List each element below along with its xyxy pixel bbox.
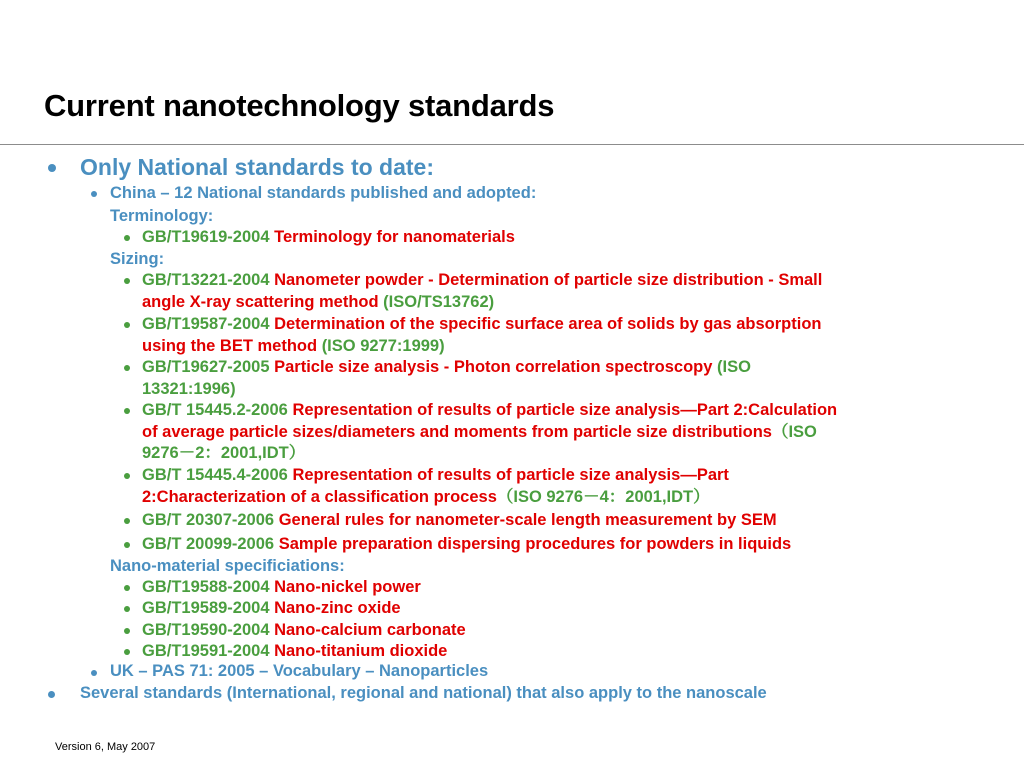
bullet-dot [124,518,130,524]
standard-item [142,357,992,400]
standard-code: GB/T19591-2004 [142,642,270,660]
standard-title: Representation of results of particle size analysis—Part 2:Calculation [292,401,838,419]
standard-title: Nano-titanium dioxide [274,642,448,660]
title-divider [0,144,1024,145]
standard-title: 2:Characterization of a classification process [142,487,497,506]
bullet-dot [124,278,130,284]
standard-item [142,641,992,663]
standard-title: Determination of the specific surface area of solids by gas absorption [274,315,822,333]
bullet-dot [124,322,130,328]
bullet-dot [124,473,130,479]
standard-title: Sample preparation dispersing procedures for powders in liquids [278,535,792,553]
standard-code: GB/T19627-2005 [142,358,270,376]
standard-title: Terminology for nanomaterials [274,228,515,246]
standard-code: GB/T 20307-2006 [142,511,275,529]
bullet-dot [124,365,130,371]
standard-code: GB/T19587-2004 [142,315,270,333]
bullet-several: Several standards (International, regional and national) that also apply to the nanoscale [80,684,767,702]
standard-item [142,270,992,313]
standard-title: angle X-ray scattering method [142,292,379,311]
bullet-china: China – 12 National standards published and adopted: [110,184,537,202]
standard-ref: (ISO [717,358,751,376]
standard-item [142,400,1002,465]
bullet-dot [124,606,130,612]
standard-item [142,510,992,532]
slide-title: Current nanotechnology standards [44,88,555,123]
standard-ref: (ISO/TS13762) [383,292,495,311]
standard-title: Nanometer powder - Determination of particle size distribution - Small [274,271,823,289]
standard-title: Nano-nickel power [274,578,421,596]
standard-title: Nano-calcium carbonate [274,621,466,639]
bullet-dot [91,670,97,676]
bullet-national: Only National standards to date: [80,154,434,180]
heading-terminology: Terminology: [110,207,214,225]
standard-code: GB/T 20099-2006 [142,535,275,553]
standard-item [142,620,992,642]
bullet-dot [124,235,130,241]
standard-item [142,227,992,249]
bullet-dot [48,691,55,698]
standard-code: GB/T19590-2004 [142,621,270,639]
heading-nano: Nano-material specificiations: [110,557,345,575]
standard-code: GB/T19589-2004 [142,599,270,617]
standard-title: using the BET method [142,336,318,355]
bullet-dot [91,191,97,197]
bullet-dot [124,628,130,634]
standard-item [142,577,992,599]
standard-ref: （ISO 9276－4：2001,IDT） [496,487,710,506]
standard-ref: （ISO [771,422,817,441]
standard-title: General rules for nanometer-scale length measurement by SEM [278,511,777,529]
standard-ref: 13321:1996) [142,379,236,398]
bullet-dot [124,649,130,655]
bullet-dot [124,542,130,548]
standard-item [142,314,992,357]
standard-title: Representation of results of particle size analysis—Part [292,466,729,484]
standard-item [142,465,992,508]
footer-version: Version 6, May 2007 [55,741,156,753]
standard-title: of average particle sizes/diameters and moments from particle size distributions [142,422,772,441]
bullet-dot [124,408,130,414]
bullet-uk: UK – PAS 71: 2005 – Vocabulary – Nanoparticles [110,662,489,680]
standard-code: GB/T19588-2004 [142,578,270,596]
standard-ref: (ISO 9277:1999) [321,336,445,355]
bullet-dot [124,585,130,591]
standard-item [142,534,992,556]
standard-code: GB/T13221-2004 [142,271,270,289]
standard-code: GB/T 15445.2-2006 [142,401,288,419]
standard-code: GB/T 15445.4-2006 [142,466,288,484]
standard-title: Nano-zinc oxide [274,599,401,617]
heading-sizing: Sizing: [110,250,165,268]
bullet-dot [48,164,56,172]
standard-ref: 9276－2：2001,IDT） [142,444,306,462]
standard-code: GB/T19619-2004 [142,228,270,246]
standard-title: Particle size analysis - Photon correlation spectroscopy [274,358,713,376]
standard-item [142,598,992,620]
